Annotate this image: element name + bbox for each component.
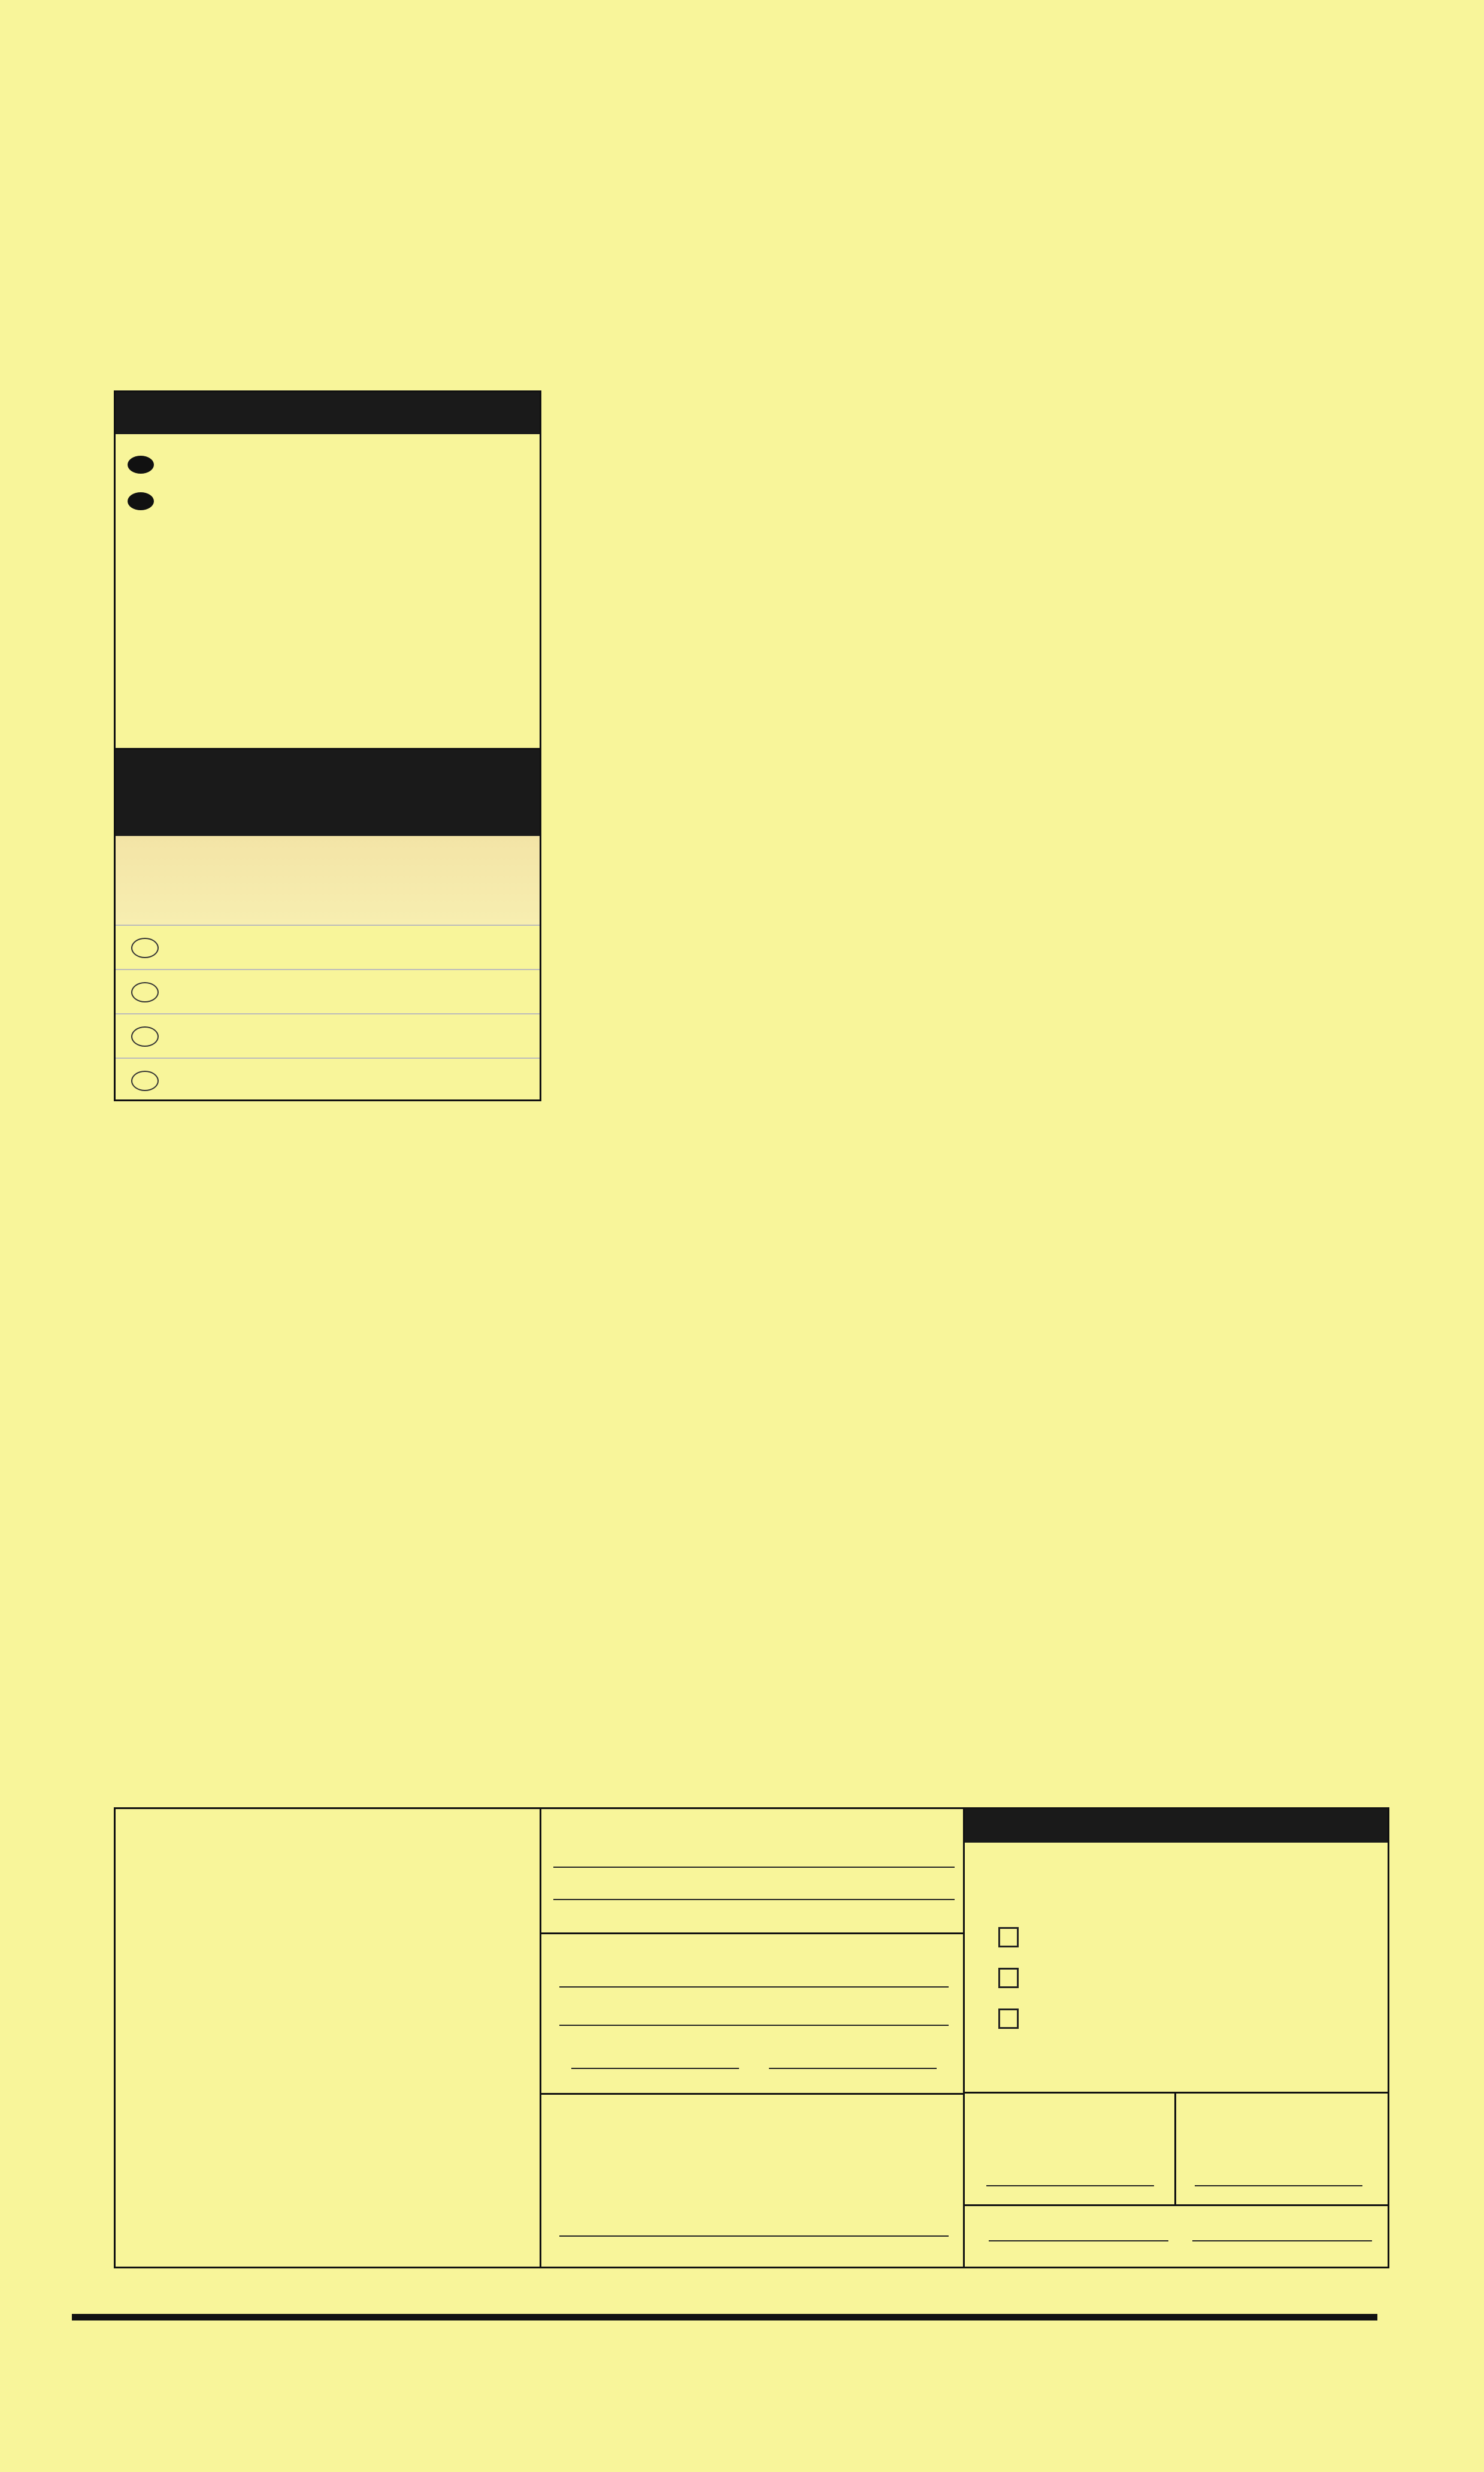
candidate-oval[interactable] [131,1026,159,1047]
contest-box [114,748,541,1101]
svd-initials-line[interactable] [559,2025,949,2026]
bottom-timing-marks [0,2365,1484,2425]
top-timing-marks [0,75,1484,135]
remade-initials-line-a[interactable] [989,2240,1168,2241]
candidate-oval[interactable] [131,938,159,958]
other-checkbox[interactable] [998,2008,1019,2029]
encoding-strip [72,2283,1377,2349]
inspector-initials-line[interactable] [553,1899,955,1900]
filled-oval-example-icon [128,456,154,474]
right-divider-2 [965,2204,1388,2206]
write-in-oval[interactable] [131,1071,159,1091]
instructions-write-in [124,487,531,513]
duplicate-serial-line[interactable] [1195,2185,1362,2186]
footer-panel [114,1807,1389,2268]
footer-right [965,1809,1388,2267]
damaged-checkbox[interactable] [998,1968,1019,1988]
office-header [116,836,540,925]
footer-middle [541,1809,963,2267]
write-in-row[interactable] [116,1058,540,1102]
general-instructions-box [114,390,541,750]
right-divider-v [1174,2092,1176,2206]
overvoted-checkbox[interactable] [998,1927,1019,1947]
middle-divider-2 [541,2093,963,2095]
middle-divider-1 [541,1932,963,1934]
candidate-row[interactable] [116,1013,540,1058]
remade-reason-option[interactable] [998,2004,1035,2031]
encoding-baseline [72,2314,1377,2320]
assistor-signature-line[interactable] [559,2235,949,2237]
instructions-heading [116,392,540,434]
remade-initials-line-b[interactable] [1192,2240,1372,2241]
candidate-row[interactable] [116,969,540,1013]
instructions-body [116,434,540,519]
instructions-vote [124,451,531,477]
candidate-row[interactable] [116,925,540,969]
remade-reason-option[interactable] [998,1964,1035,1991]
inspector-initials-line[interactable] [553,1867,955,1868]
contest-heading [116,750,540,836]
svd-initial-line-b[interactable] [769,2068,937,2069]
svd-initial-line-a[interactable] [571,2068,739,2069]
right-divider-1 [965,2092,1388,2094]
clerk-initials-line[interactable] [559,1986,949,1988]
original-serial-line[interactable] [986,2185,1154,2186]
remade-reason-option[interactable] [998,1923,1035,1950]
official-use-heading [965,1809,1388,1843]
candidate-oval[interactable] [131,982,159,1002]
filled-oval-example-icon [128,492,154,510]
footer-left [116,1809,542,2267]
candidate-list [116,925,540,1102]
